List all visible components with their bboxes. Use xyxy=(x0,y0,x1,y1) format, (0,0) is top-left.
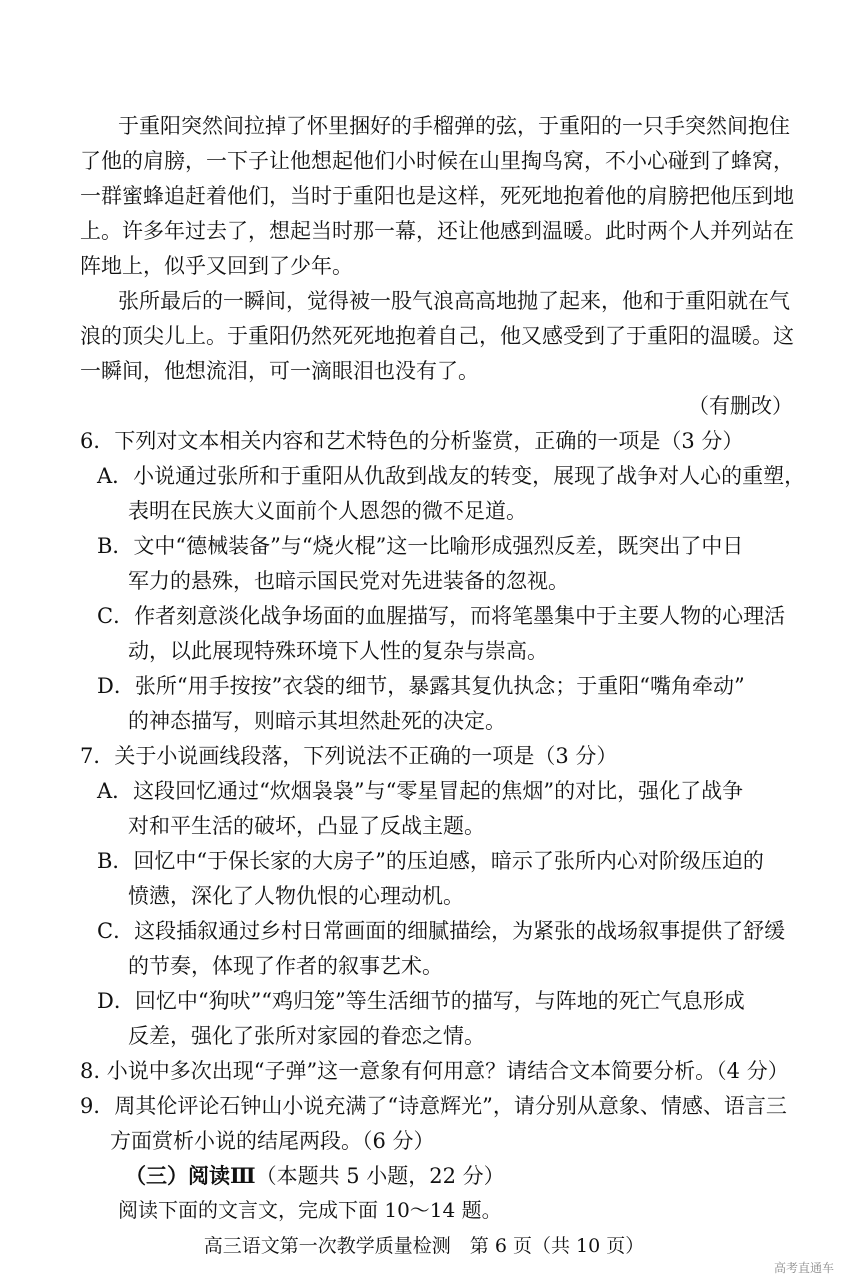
page-footer: 高三语文第一次教学质量检测 第 6 页（共 10 页） xyxy=(203,1235,645,1257)
section-3-detail: （本题共 5 小题，22 分） xyxy=(255,1164,505,1188)
question-8: 8. 小说中多次出现“子弹”这一意象有何用意？请结合文本简要分析。（4 分） xyxy=(80,1059,789,1083)
watermark-logo: 高考直通车 xyxy=(773,1261,834,1275)
passage-line: 上。许多年过去了，想起当时那一幕，还让他感到温暖。此时两个人并列站在 xyxy=(80,219,794,243)
question-6-stem: 6．下列对文本相关内容和艺术特色的分析鉴赏，正确的一项是（3 分） xyxy=(80,429,744,453)
passage-line: 了他的肩膀，一下子让他想起他们小时候在山里掏鸟窝，不小心碰到了蜂窝， xyxy=(80,149,794,173)
passage-line: 阵地上，似乎又回到了少年。 xyxy=(80,254,353,278)
section-3-title: （三）阅读Ⅲ xyxy=(125,1163,256,1188)
passage-line: 于重阳突然间拉掉了怀里捆好的手榴弹的弦，于重阳的一只手突然间抱住 xyxy=(118,114,790,138)
passage-line: 张所最后的一瞬间，觉得被一股气浪高高地抛了起来，他和于重阳就在气 xyxy=(118,289,790,313)
q6-option-d: D．张所“用手按按”衣袋的细节，暴露其复仇执念；于重阳“嘴角牵动” xyxy=(97,674,745,698)
q7-option-a-cont: 对和平生活的破坏，凸显了反战主题。 xyxy=(128,814,485,838)
q7-option-d: D．回忆中“狗吠”“鸡归笼”等生活细节的描写，与阵地的死亡气息形成 xyxy=(97,989,745,1013)
question-9: 9．周其伦评论石钟山小说充满了“诗意辉光”，请分别从意象、情感、语言三 xyxy=(80,1094,787,1118)
q7-option-c: C．这段插叙通过乡村日常画面的细腻描绘，为紧张的战场叙事提供了舒缓 xyxy=(97,919,786,943)
q7-option-c-cont: 的节奏，体现了作者的叙事艺术。 xyxy=(128,954,443,978)
q7-option-b-cont: 愤懑，深化了人物仇恨的心理动机。 xyxy=(128,884,464,908)
q6-option-d-cont: 的神态描写，则暗示其坦然赴死的决定。 xyxy=(128,709,506,733)
section-3-instruction: 阅读下面的文言文，完成下面 10～14 题。 xyxy=(118,1198,502,1222)
q6-option-c: C．作者刻意淡化战争场面的血腥描写，而将笔墨集中于主要人物的心理活 xyxy=(97,604,786,628)
q6-option-b-cont: 军力的悬殊，也暗示国民党对先进装备的忽视。 xyxy=(128,569,569,593)
section-3-heading xyxy=(125,1162,505,1190)
question-9-cont: 方面赏析小说的结尾两段。（6 分） xyxy=(110,1129,435,1153)
q6-option-c-cont: 动，以此展现特殊环境下人性的复杂与崇高。 xyxy=(128,639,548,663)
passage-line: 浪的顶尖儿上。于重阳仍然死死地抱着自己，他又感受到了于重阳的温暖。这 xyxy=(80,324,794,348)
q6-option-a: A．小说通过张所和于重阳从仇敌到战友的转变，展现了战争对人心的重塑， xyxy=(97,464,806,488)
q7-option-d-cont: 反差，强化了张所对家园的眷恋之情。 xyxy=(128,1024,485,1048)
passage-line: 一瞬间，他想流泪，可一滴眼泪也没有了。 xyxy=(80,359,479,383)
q6-option-b: B．文中“德械装备”与“烧火棍”这一比喻形成强烈反差，既突出了中日 xyxy=(97,534,744,558)
q7-option-a: A．这段回忆通过“炊烟袅袅”与“零星冒起的焦烟”的对比，强化了战争 xyxy=(97,779,744,803)
q7-option-b: B．回忆中“于保长家的大房子”的压迫感，暗示了张所内心对阶级压迫的 xyxy=(97,849,764,873)
question-7-stem: 7．关于小说画线段落，下列说法不正确的一项是（3 分） xyxy=(80,744,618,768)
edit-note: （有删改） xyxy=(688,394,793,418)
passage-line: 一群蜜蜂追赶着他们，当时于重阳也是这样，死死地抱着他的肩膀把他压到地 xyxy=(80,184,794,208)
q6-option-a-cont: 表明在民族大义面前个人恩怨的微不足道。 xyxy=(128,499,527,523)
